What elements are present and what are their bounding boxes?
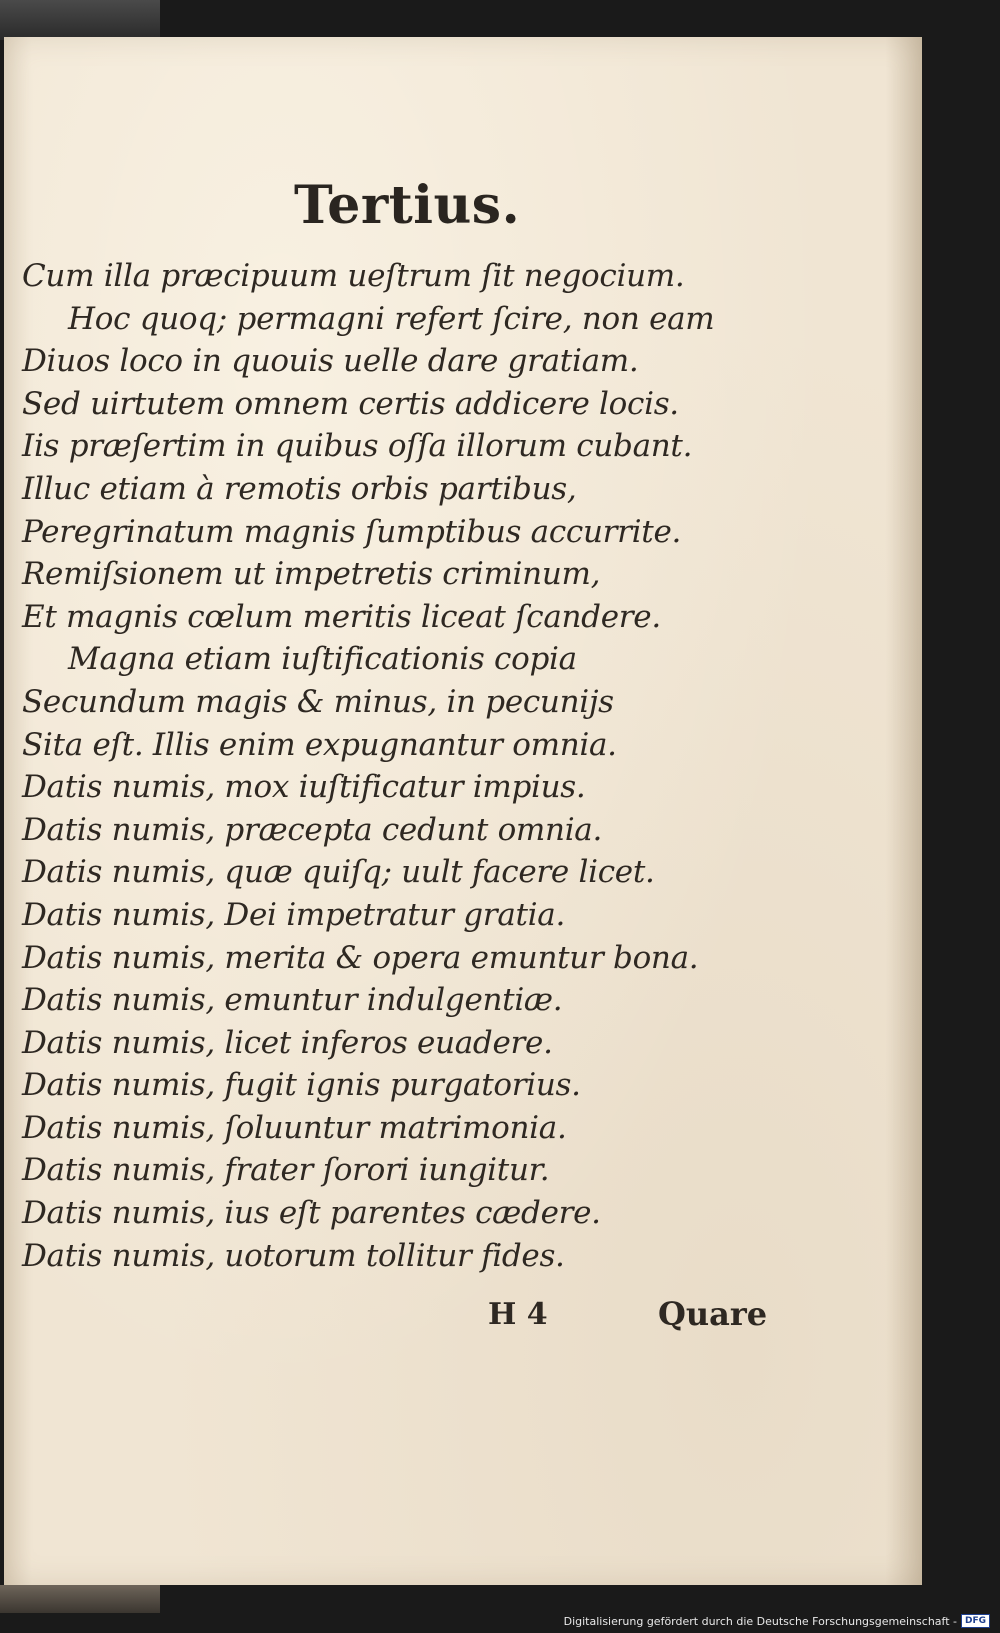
verse-line: Datis numis, mox iuſtificatur impius.	[22, 769, 586, 806]
neighbor-page-edge-top	[0, 0, 160, 40]
catchword: Quare	[658, 1295, 768, 1333]
digitization-credit	[564, 1614, 990, 1628]
verse-line: Datis numis, ius eſt parentes cædere.	[22, 1195, 601, 1232]
credit-text: Digitalisierung gefördert durch die Deutsche Forschungsgemeinschaft -	[563, 1614, 957, 1628]
verse-line: Diuos loco in quouis uelle dare gratiam.	[22, 343, 639, 380]
verse-line: Datis numis, fugit ignis purgatorius.	[22, 1067, 581, 1104]
verse-line: Iis præſertim in quibus oſſa illorum cubant.	[22, 428, 693, 465]
verse-line: Peregrinatum magnis ſumptibus accurrite.	[22, 513, 682, 550]
dfg-logo-icon: DFG	[961, 1614, 990, 1628]
verse-line: Datis numis, merita & opera emuntur bona.	[22, 939, 699, 976]
book-page	[4, 37, 922, 1585]
verse-line: Datis numis, uotorum tollitur fides.	[22, 1237, 565, 1274]
running-head: Tertius.	[294, 175, 521, 236]
verse-line: Et magnis cœlum meritis liceat ſcandere.	[22, 598, 661, 635]
verse-line: Hoc quoq; permagni refert ſcire, non eam	[68, 300, 715, 337]
signature-mark: H 4	[488, 1297, 548, 1332]
verse-line: Datis numis, frater ſorori iungitur.	[22, 1152, 550, 1189]
verse-line: Datis numis, Dei impetratur gratia.	[22, 896, 566, 933]
verse-line: Magna etiam iuſtificationis copia	[68, 641, 577, 678]
neighbor-page-edge-bottom	[0, 1585, 160, 1613]
verse-line: Datis numis, præcepta cedunt omnia.	[22, 811, 603, 848]
verse-line: Remiſsionem ut impetretis criminum,	[22, 556, 601, 593]
verse-line: Sed uirtutem omnem certis addicere locis.	[22, 385, 679, 422]
verse-block	[22, 255, 742, 1277]
verse-line: Datis numis, emuntur indulgentiæ.	[22, 982, 563, 1019]
verse-line: Sita eſt. Illis enim expugnantur omnia.	[22, 726, 617, 763]
verse-line: Secundum magis & minus, in pecunijs	[22, 683, 614, 720]
verse-line: Illuc etiam à remotis orbis partibus,	[22, 470, 577, 507]
verse-line: Datis numis, quæ quiſq; uult facere licet.	[22, 854, 655, 891]
verse-line: Datis numis, licet inferos euadere.	[22, 1024, 553, 1061]
verse-line: Datis numis, ſoluuntur matrimonia.	[22, 1109, 567, 1146]
verse-line: Cum illa præcipuum ueſtrum ſit negocium.	[22, 258, 685, 294]
